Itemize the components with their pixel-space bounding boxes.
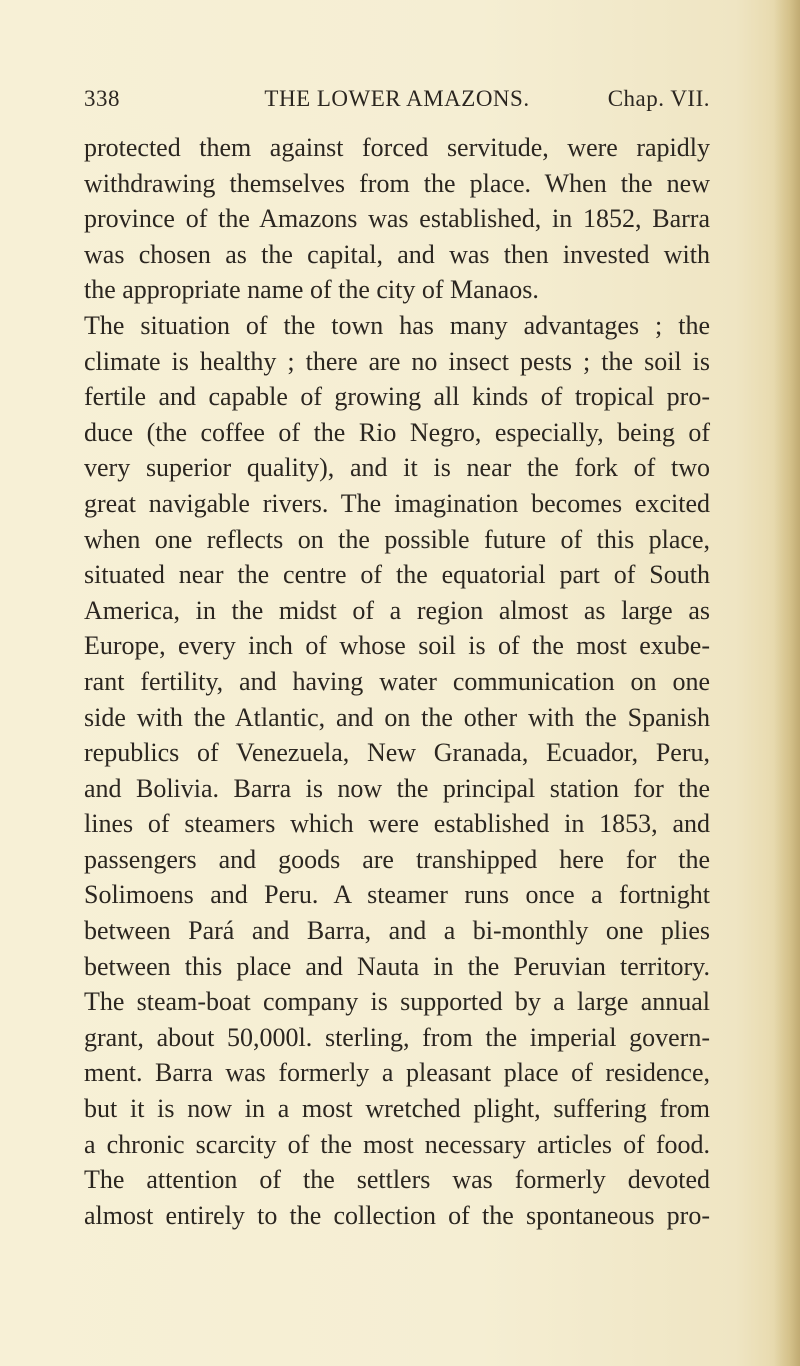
running-head [84,86,710,120]
text-line: very superior quality), and it is near the fork of two [84,453,710,483]
text-line: The attention of the settlers was formerly devoted [84,1165,710,1195]
body-text [84,130,710,1233]
running-title: THE LOWER AMAZONS. [264,86,530,111]
text-line: great navigable rivers. The imagination becomes excited [84,488,710,518]
text-line: fertile and capable of growing all kinds of tropical pro- [84,382,710,412]
text-line: side with the Atlantic, and on the other with the Spanish [84,702,710,732]
text-line: Solimoens and Peru. A steamer runs once a fortnight [84,880,710,910]
text-line: between Pará and Barra, and a bi-monthly one plies [84,916,710,946]
text-line: province of the Amazons was established, in 1852, Barra [84,204,710,234]
text-line: America, in the midst of a region almost as large as [84,595,710,625]
text-line: The steam-boat company is supported by a large annual [84,987,710,1017]
text-line: but it is now in a most wretched plight, suffering from [84,1094,710,1124]
text-line: climate is healthy ; there are no insect pests ; the soil is [84,346,710,376]
page-number: 338 [84,86,120,111]
page-edge-shadow [774,0,800,1366]
text-line: duce (the coffee of the Rio Negro, especially, being of [84,417,710,447]
text-line: a chronic scarcity of the most necessary articles of food. [84,1129,710,1159]
text-line: was chosen as the capital, and was then invested with [84,239,710,269]
text-line: ment. Barra was formerly a pleasant place of residence, [84,1058,710,1088]
text-line: when one reflects on the possible future of this place, [84,524,710,554]
text-line: and Bolivia. Barra is now the principal station for the [84,773,710,803]
text-line: almost entirely to the collection of the spontaneous pro- [84,1200,710,1230]
text-line: protected them against forced servitude, were rapidly [84,133,710,162]
text-line: rant fertility, and having water communication on one [84,666,710,696]
text-line: Europe, every inch of whose soil is of the most exube- [84,631,710,661]
text-line: republics of Venezuela, New Granada, Ecuador, Peru, [84,738,710,768]
text-line: passengers and goods are transhipped here for the [84,844,710,874]
text-line: between this place and Nauta in the Peruvian territory. [84,951,710,981]
text-line: situated near the centre of the equatorial part of South [84,560,710,590]
chapter-label: Chap. VII. [607,86,710,111]
text-line: withdrawing themselves from the place. When the new [84,168,710,198]
text-line: the appropriate name of the city of Manaos. [84,275,539,305]
text-line: grant, about 50,000l. sterling, from the imperial govern- [84,1022,710,1052]
text-line: lines of steamers which were established in 1853, and [84,809,710,839]
text-line: The situation of the town has many advantages ; the [84,310,710,340]
